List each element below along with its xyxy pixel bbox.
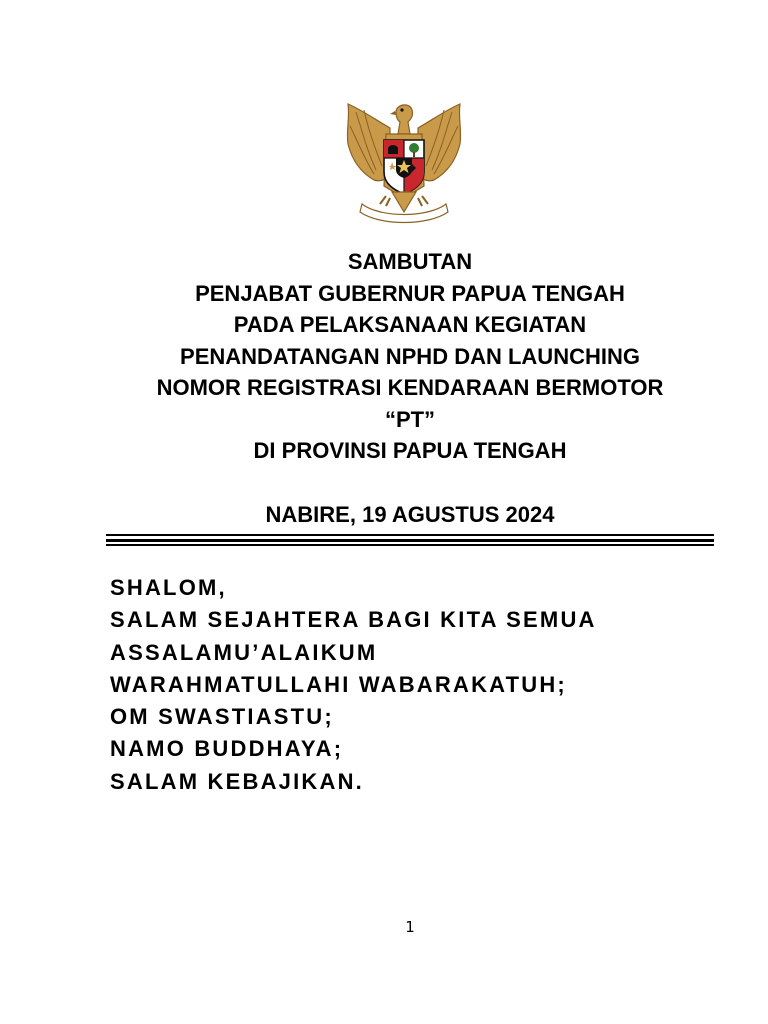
- greeting-line: ASSALAMU’ALAIKUM: [110, 639, 378, 665]
- place-date: NABIRE, 19 AGUSTUS 2024: [265, 502, 555, 527]
- document-title: [60, 246, 760, 467]
- greeting-line: SHALOM,: [110, 575, 227, 600]
- title-line: PENANDATANGAN NPHD DAN LAUNCHING: [180, 343, 640, 369]
- greeting-line: SALAM KEBAJIKAN.: [110, 768, 364, 794]
- greeting-line: NAMO BUDDHAYA;: [110, 736, 344, 762]
- title-line: SAMBUTAN: [347, 249, 473, 274]
- page-number: 1: [405, 918, 415, 936]
- greetings-block: [110, 572, 730, 798]
- greeting-line: OM SWASTIASTU;: [110, 704, 334, 730]
- title-line: PADA PELAKSANAAN KEGIATAN: [233, 312, 587, 337]
- title-line: NOMOR REGISTRASI KENDARAAN BERMOTOR: [156, 375, 664, 400]
- greeting-line: SALAM SEJAHTERA BAGI KITA SEMUA: [110, 607, 597, 633]
- title-line: DI PROVINSI PAPUA TENGAH: [253, 438, 567, 463]
- title-line: “PT”: [384, 406, 436, 432]
- greeting-line: WARAHMATULLAHI WABARAKATUH;: [110, 671, 567, 697]
- garuda-pancasila-emblem-icon: [340, 100, 468, 226]
- double-rule-divider: [106, 534, 714, 545]
- title-line: PENJABAT GUBERNUR PAPUA TENGAH: [195, 280, 625, 306]
